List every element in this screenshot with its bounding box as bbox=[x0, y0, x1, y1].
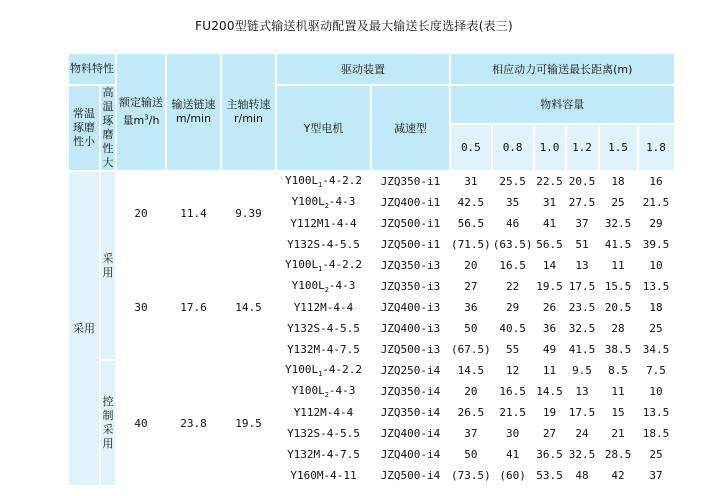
reducer-cell: JZQ400-i1 bbox=[372, 193, 449, 212]
material-capacity-header: 物料容量 bbox=[451, 86, 674, 123]
drive-device-header: 驱动装置 bbox=[277, 54, 449, 84]
distance-cell: 11 bbox=[600, 382, 637, 401]
page-title: FU200型链式输送机驱动配置及最大输送长度选择表(表三) bbox=[195, 19, 513, 33]
distance-cell: 10 bbox=[639, 382, 674, 401]
motor-cell: Y132S-4-5.5 bbox=[277, 424, 370, 443]
distance-cell: 14 bbox=[535, 256, 565, 275]
reducer-cell: JZQ350-i3 bbox=[372, 277, 449, 296]
chain-speed-cell: 17.6 bbox=[167, 256, 220, 359]
distance-cell: 16.5 bbox=[493, 256, 533, 275]
distance-cell: (73.5) bbox=[451, 466, 491, 485]
distance-cell: 11 bbox=[535, 361, 565, 380]
distance-cell: 27 bbox=[535, 424, 565, 443]
distance-cell: 31 bbox=[535, 193, 565, 212]
distance-cell: 31 bbox=[451, 172, 491, 191]
distance-cell: 22 bbox=[493, 277, 533, 296]
reducer-cell: JZQ400-i4 bbox=[372, 445, 449, 464]
distance-cell: 37 bbox=[567, 214, 598, 233]
reducer-cell: JZQ500-i1 bbox=[372, 214, 449, 233]
distance-cell: 50 bbox=[451, 445, 491, 464]
distance-cell: 38.5 bbox=[600, 340, 637, 359]
high-temp-value: 采用 bbox=[101, 172, 115, 359]
distance-cell: 13.5 bbox=[639, 277, 674, 296]
reducer-cell: JZQ350-i3 bbox=[372, 256, 449, 275]
distance-cell: 48 bbox=[567, 466, 598, 485]
reducer-cell: JZQ500-i1 bbox=[372, 235, 449, 254]
shaft-speed-cell: 19.5 bbox=[222, 361, 275, 485]
distance-cell: 32.5 bbox=[600, 214, 637, 233]
shaft-speed-label: 主轴转速 r/min bbox=[226, 98, 271, 125]
distance-cell: 15.5 bbox=[600, 277, 637, 296]
distance-cell: 22.5 bbox=[535, 172, 565, 191]
distance-cell: 51 bbox=[567, 235, 598, 254]
distance-cell: 10 bbox=[639, 256, 674, 275]
distance-cell: 41.5 bbox=[600, 235, 637, 254]
capacity-cell: 0.5 bbox=[451, 125, 491, 170]
distance-cell: (60) bbox=[493, 466, 533, 485]
table-body bbox=[69, 172, 674, 485]
distance-cell: 18.5 bbox=[639, 424, 674, 443]
distance-cell: 37 bbox=[451, 424, 491, 443]
chain-speed-cell: 23.8 bbox=[167, 361, 220, 485]
capacity-cell: 1.0 bbox=[535, 125, 565, 170]
motor-cell: Y132S-4-5.5 bbox=[277, 319, 370, 338]
table-row bbox=[69, 361, 674, 380]
reducer-cell: JZQ250-i4 bbox=[372, 361, 449, 380]
reducer-cell: JZQ500-i4 bbox=[372, 466, 449, 485]
distance-cell: 17.5 bbox=[567, 403, 598, 422]
motor-cell: Y112M-4-4 bbox=[277, 298, 370, 317]
distance-cell: 32.5 bbox=[567, 319, 598, 338]
table-header bbox=[69, 54, 674, 170]
distance-cell: 55 bbox=[493, 340, 533, 359]
distance-cell: (67.5) bbox=[451, 340, 491, 359]
high-temp-value: 控制采用 bbox=[101, 361, 115, 485]
shaft-speed-cell: 9.39 bbox=[222, 172, 275, 254]
distance-cell: 21.5 bbox=[493, 403, 533, 422]
distance-cell: 50 bbox=[451, 319, 491, 338]
distance-cell: 27.5 bbox=[567, 193, 598, 212]
distance-cell: 41.5 bbox=[567, 340, 598, 359]
distance-cell: 18 bbox=[600, 172, 637, 191]
motor-cell: Y132M-4-7.5 bbox=[277, 445, 370, 464]
distance-cell: 56.5 bbox=[535, 235, 565, 254]
distance-cell: 15 bbox=[600, 403, 637, 422]
distance-cell: 14.5 bbox=[451, 361, 491, 380]
distance-cell: 36.5 bbox=[535, 445, 565, 464]
rated-capacity-cell: 40 bbox=[117, 361, 165, 485]
distance-cell: 35 bbox=[493, 193, 533, 212]
capacity-cell: 0.8 bbox=[493, 125, 533, 170]
distance-cell: 53.5 bbox=[535, 466, 565, 485]
motor-cell: Y160M-4-11 bbox=[277, 466, 370, 485]
material-property-header: 物料特性 bbox=[69, 54, 115, 84]
distance-cell: 42.5 bbox=[451, 193, 491, 212]
distance-cell: 21.5 bbox=[639, 193, 674, 212]
distance-cell: 20.5 bbox=[600, 298, 637, 317]
motor-cell: $Y100L_1-4-2.2$ bbox=[277, 256, 370, 275]
high-temp-header: 高温琢磨性大 bbox=[102, 86, 114, 169]
reducer-cell: JZQ400-i3 bbox=[372, 298, 449, 317]
distance-cell: 13 bbox=[567, 256, 598, 275]
motor-cell: Y112M1-4-4 bbox=[277, 214, 370, 233]
reducer-cell: JZQ350-i1 bbox=[372, 172, 449, 191]
shaft-speed-header bbox=[222, 54, 275, 170]
motor-cell: $Y100L_2-4-3$ bbox=[277, 382, 370, 401]
chain-speed-cell: 11.4 bbox=[167, 172, 220, 254]
motor-cell: Y112M-4-4 bbox=[277, 403, 370, 422]
distance-cell: 27 bbox=[451, 277, 491, 296]
motor-cell: $Y100L_2-4-3$ bbox=[277, 193, 370, 212]
distance-cell: 30 bbox=[493, 424, 533, 443]
distance-cell: 28 bbox=[600, 319, 637, 338]
table-row bbox=[69, 172, 674, 191]
distance-cell: 21 bbox=[600, 424, 637, 443]
distance-cell: 18 bbox=[639, 298, 674, 317]
distance-cell: 9.5 bbox=[567, 361, 598, 380]
distance-cell: 20 bbox=[451, 256, 491, 275]
distance-cell: 25.5 bbox=[493, 172, 533, 191]
distance-cell: 19.5 bbox=[535, 277, 565, 296]
reducer-cell: JZQ500-i3 bbox=[372, 340, 449, 359]
table-row bbox=[69, 256, 674, 275]
distance-cell: 16 bbox=[639, 172, 674, 191]
distance-cell: 13.5 bbox=[639, 403, 674, 422]
capacity-cell: 1.8 bbox=[639, 125, 674, 170]
motor-cell: $Y100L_2-4-3$ bbox=[277, 277, 370, 296]
distance-cell: 28.5 bbox=[600, 445, 637, 464]
distance-cell: (71.5) bbox=[451, 235, 491, 254]
capacity-cell: 1.2 bbox=[567, 125, 598, 170]
chain-speed-label: 输送链速 m/min bbox=[171, 98, 216, 125]
distance-cell: 36 bbox=[535, 319, 565, 338]
reducer-cell: JZQ400-i3 bbox=[372, 319, 449, 338]
distance-cell: 12 bbox=[493, 361, 533, 380]
rated-capacity-label: 额定输送量$m^3/h$ bbox=[119, 96, 163, 127]
distance-cell: 56.5 bbox=[451, 214, 491, 233]
distance-cell: 49 bbox=[535, 340, 565, 359]
motor-cell: $Y100L_1-4-2.2$ bbox=[277, 361, 370, 380]
distance-cell: 26.5 bbox=[451, 403, 491, 422]
reducer-cell: JZQ350-i4 bbox=[372, 382, 449, 401]
capacity-cell: 1.5 bbox=[600, 125, 637, 170]
distance-cell: 39.5 bbox=[639, 235, 674, 254]
motor-header: Y型电机 bbox=[277, 86, 370, 170]
distance-cell: 20 bbox=[451, 382, 491, 401]
distance-cell: 29 bbox=[639, 214, 674, 233]
distance-cell: 36 bbox=[451, 298, 491, 317]
distance-cell: 32.5 bbox=[567, 445, 598, 464]
distance-cell: 17.5 bbox=[567, 277, 598, 296]
selection-table bbox=[67, 52, 676, 487]
distance-cell: 25 bbox=[639, 445, 674, 464]
distance-cell: 37 bbox=[639, 466, 674, 485]
distance-cell: 29 bbox=[493, 298, 533, 317]
rated-capacity-cell: 30 bbox=[117, 256, 165, 359]
distance-cell: 41 bbox=[493, 445, 533, 464]
reducer-cell: JZQ350-i4 bbox=[372, 403, 449, 422]
distance-cell: 41 bbox=[535, 214, 565, 233]
reducer-header: 减速型 bbox=[372, 86, 449, 170]
distance-cell: 26 bbox=[535, 298, 565, 317]
distance-cell: 34.5 bbox=[639, 340, 674, 359]
distance-cell: 16.5 bbox=[493, 382, 533, 401]
distance-cell: 8.5 bbox=[600, 361, 637, 380]
normal-temp-value: 采用 bbox=[69, 172, 99, 485]
distance-cell: 46 bbox=[493, 214, 533, 233]
distance-cell: 14.5 bbox=[535, 382, 565, 401]
distance-cell: 7.5 bbox=[639, 361, 674, 380]
distance-cell: 19 bbox=[535, 403, 565, 422]
motor-cell: Y132M-4-7.5 bbox=[277, 340, 370, 359]
distance-cell: 11 bbox=[600, 256, 637, 275]
shaft-speed-cell: 14.5 bbox=[222, 256, 275, 359]
distance-cell: 42 bbox=[600, 466, 637, 485]
distance-cell: 20.5 bbox=[567, 172, 598, 191]
distance-cell: 24 bbox=[567, 424, 598, 443]
rated-capacity-cell: 20 bbox=[117, 172, 165, 254]
distance-cell: 23.5 bbox=[567, 298, 598, 317]
chain-speed-header bbox=[167, 54, 220, 170]
motor-cell: $Y100L_1-4-2.2$ bbox=[277, 172, 370, 191]
max-distance-header: 相应动力可输送最长距离(m) bbox=[451, 54, 674, 84]
normal-temp-header: 常温琢磨性小 bbox=[69, 86, 99, 170]
distance-cell: 25 bbox=[600, 193, 637, 212]
reducer-cell: JZQ400-i4 bbox=[372, 424, 449, 443]
distance-cell: 25 bbox=[639, 319, 674, 338]
distance-cell: 13 bbox=[567, 382, 598, 401]
distance-cell: (63.5) bbox=[493, 235, 533, 254]
rated-capacity-header bbox=[117, 54, 165, 170]
motor-cell: Y132S-4-5.5 bbox=[277, 235, 370, 254]
distance-cell: 40.5 bbox=[493, 319, 533, 338]
